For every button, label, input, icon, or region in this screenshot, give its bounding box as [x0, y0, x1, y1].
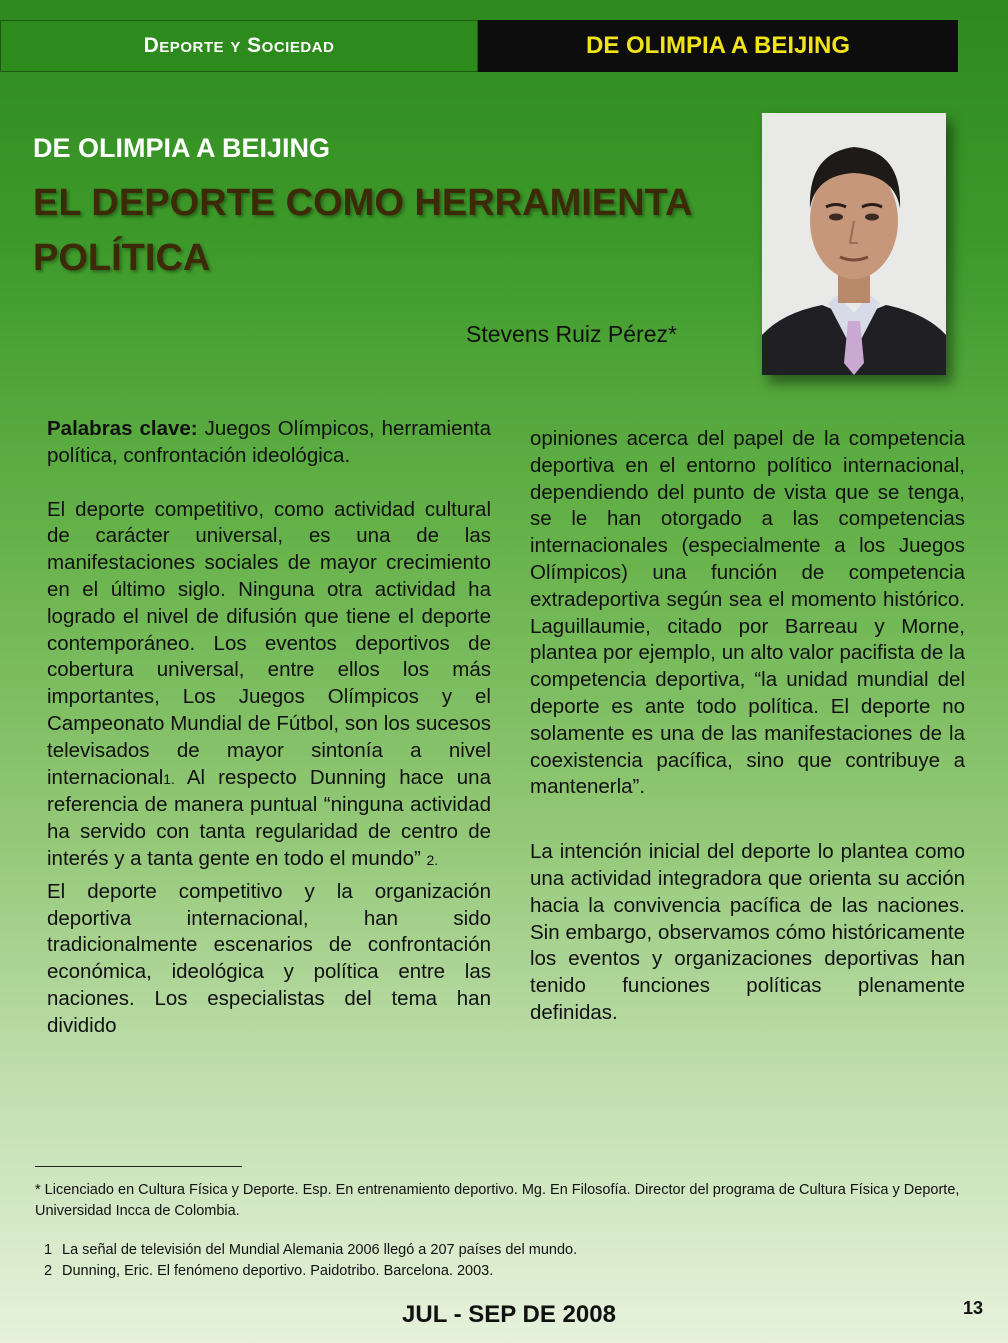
footnote-ref-1: 1.: [163, 770, 175, 787]
article-column-right: [530, 426, 965, 1027]
issue-date: [0, 1301, 1008, 1329]
keywords-label: Palabras clave:: [47, 417, 198, 440]
footnote-divider: [35, 1166, 242, 1167]
body-text-1: El deporte competitivo, como actividad cultural de carácter universal, es una de las manifestaciones sociales de mayor crecimiento en el último siglo. Ninguna otra actividad ha logrado el nivel de difusión que tiene el deporte contemporáneo. Los eventos deportivos de cobertura universal, entre ellos los más importantes, Los Juegos Olímpicos y el Campeonato Mundial de Fútbol, son los sucesos televisados de mayor sintonía a nivel internacional: [47, 497, 491, 789]
article-column-left: [47, 416, 491, 1040]
author-footnote: * Licenciado en Cultura Física y Deporte. Esp. En entrenamiento deportivo. Mg. En Filosofía. Director del programa de Cultura Física y Deporte, Universidad Incca de Colombia.: [35, 1182, 960, 1219]
footnote-item: [44, 1261, 577, 1282]
article-title: EL DEPORTE COMO HERRAMIENTA POLÍTICA: [33, 182, 691, 279]
section-header: [0, 20, 478, 72]
body-paragraph-2: El deporte competitivo y la organización deportiva internacional, han sido tradicionalmente escenarios de confrontación económica, ideológica y política entre las naciones. Los especialistas del tema han dividido: [47, 879, 491, 1037]
section-label: Deporte y Sociedad: [143, 34, 335, 57]
body-paragraph-4: La intención inicial del deporte lo plantea como una actividad integradora que orienta su acción hacia la convivencia pacífica de las naciones. Sin embargo, observamos cómo históricamente los eventos y organizaciones deportivas han tenido funciones políticas plenamente definidas.: [530, 840, 965, 1024]
keywords-text: Juegos Olímpicos, herramienta política, confrontación ideológica.: [47, 417, 492, 467]
footnote-number: 2: [44, 1263, 53, 1279]
footnote-list: [44, 1240, 577, 1282]
body-paragraph-1: [47, 497, 491, 874]
footnote-text: Dunning, Eric. El fenómeno deportivo. Paidotribo. Barcelona. 2003.: [62, 1263, 494, 1279]
footnote-item: [44, 1240, 577, 1261]
body-paragraph-3: opiniones acerca del papel de la competencia deportiva en el entorno político internacional, dependiendo del punto de vista que se tenga, se le han otorgado a las competencias internacionales (especialmente a los Juegos Olímpicos) una función de competencia extradeportiva según sea el momento histórico. Laguillaumie, citado por Barreau y Morne, plantea por ejemplo, un alto valor pacifista de la competencia deportiva, “la unidad mundial del deporte es ante todo política. El deporte no solamente es una de las manifestaciones de la coexistencia pacífica, sino que contribuye a mantenerla”.: [530, 427, 965, 799]
footnote-text: La señal de televisión del Mundial Alemania 2006 llegó a 207 países del mundo.: [62, 1242, 578, 1258]
author-photo: [762, 113, 946, 375]
article-kicker: DE OLIMPIA A BEIJING: [33, 133, 331, 163]
footnote-number: 1: [44, 1242, 53, 1258]
page-number: 13: [963, 1298, 984, 1318]
body-text-2: Al respecto Dunning hace una referencia de manera puntual “ninguna actividad ha servido con tanta regularidad de centro de interés y a tanta gente en todo el mundo”: [47, 765, 491, 870]
issue-date-text: JUL - SEP DE 2008: [402, 1301, 616, 1328]
series-label: DE OLIMPIA A BEIJING: [585, 32, 851, 59]
article-author: Stevens Ruiz Pérez*: [466, 321, 677, 347]
series-header: [478, 20, 958, 72]
keywords-paragraph: [47, 416, 491, 470]
footnote-ref-2: 2.: [426, 851, 439, 868]
